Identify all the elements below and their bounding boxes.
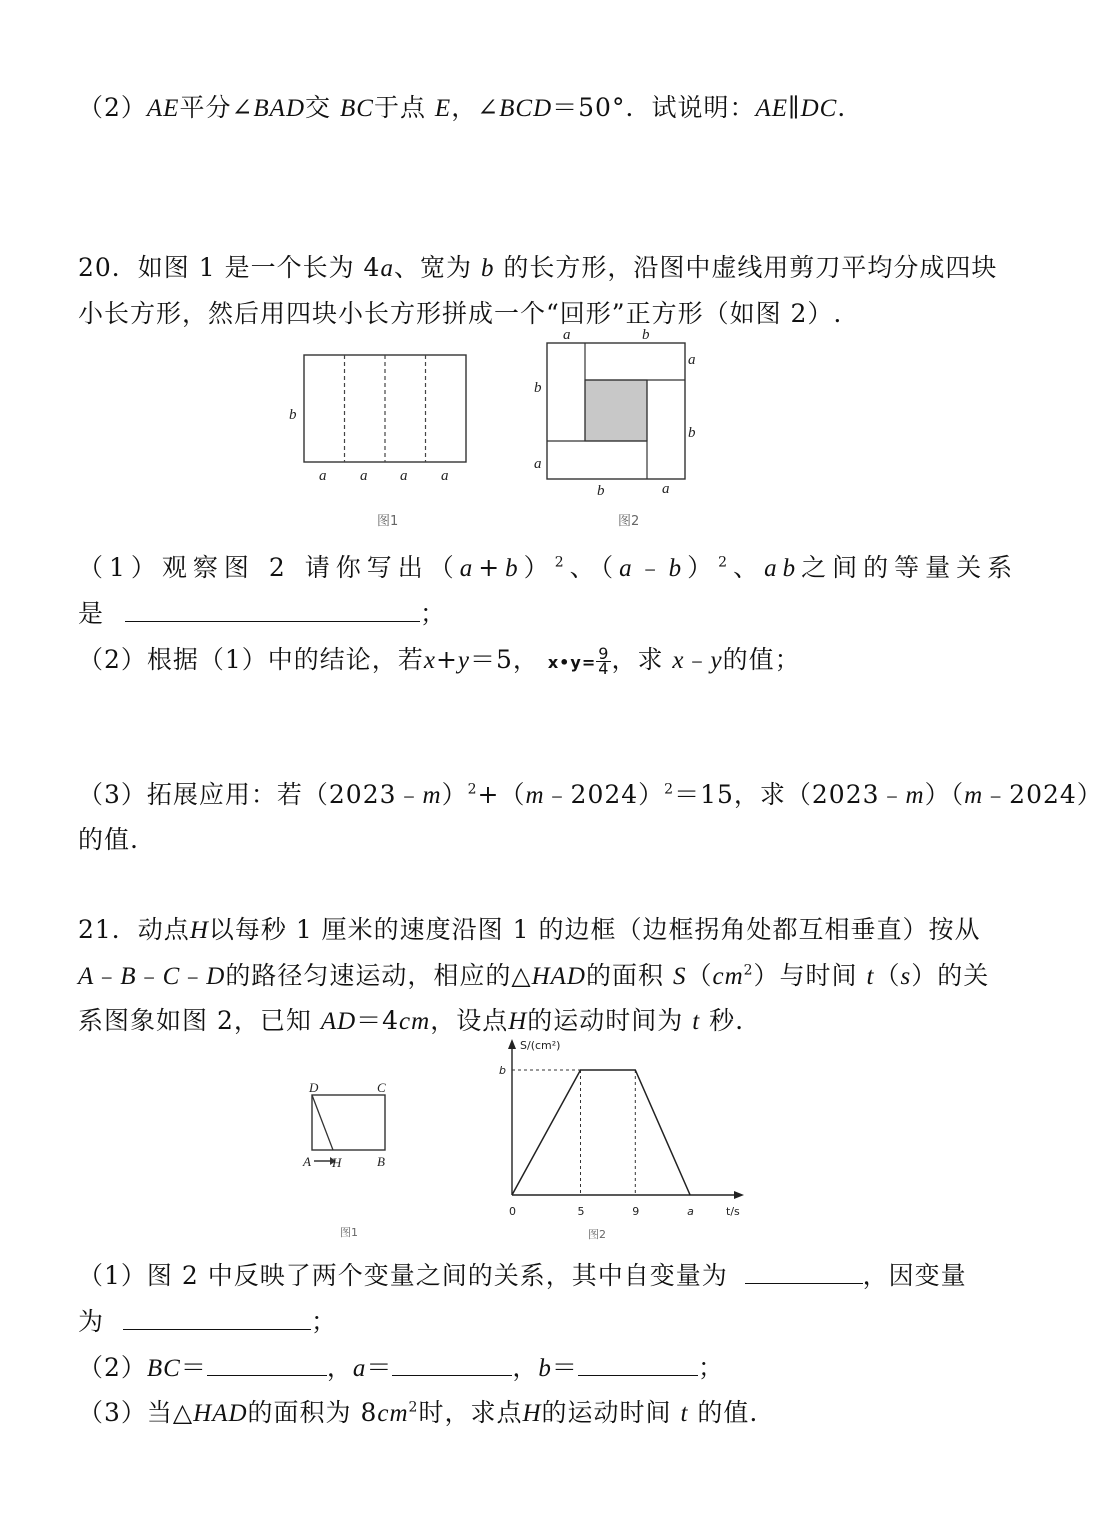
q21-label-D: D: [309, 1080, 319, 1095]
q21-fig2-caption: 图2: [588, 1228, 606, 1241]
q20-part3-line2: 的值.: [78, 825, 139, 854]
fig2-top-label: a: [563, 327, 571, 343]
answer-blank-a[interactable]: [392, 1353, 512, 1376]
q21-stem-line2: A﹣B﹣C﹣D的路径匀速运动，相应的△HAD的面积 $S(cm^2)$与时间 t（s）的关: [78, 961, 990, 990]
fig1-bottom-label: a: [360, 468, 368, 484]
q20-part2: （2）根据（1）中的结论，若x+y＝5， x•y= $\frac{9}{4}$ ，求 x﹣y的值；: [78, 644, 801, 678]
fig1-caption: 图1: [377, 514, 399, 529]
series-line-S: [512, 1070, 690, 1195]
q20-part1-line1: （1）观察图 2 请你写出$(a+b)^2$、（a﹣b）$^2$、ab之间的等量关系: [78, 553, 1019, 582]
answer-blank-q21-dependent-var[interactable]: [123, 1307, 311, 1330]
fig2-caption: 图2: [618, 514, 640, 529]
q21-part2: （2）BC＝ ，a＝ ，b＝ ；: [78, 1353, 724, 1382]
fraction: $\frac{9}{4}$: [598, 644, 610, 678]
answer-blank-BC[interactable]: [207, 1353, 327, 1376]
answer-blank-q20-1[interactable]: [125, 599, 420, 622]
x-axis-label: t/s: [726, 1205, 740, 1218]
q20-figure-2: [525, 325, 710, 535]
fig2-bottom-label: a: [662, 481, 670, 497]
answer-blank-q21-independent-var[interactable]: [745, 1261, 863, 1284]
fig2-right-label: b: [688, 425, 696, 441]
answer-blank-b[interactable]: [578, 1353, 698, 1376]
fig1-bottom-label: a: [319, 468, 327, 484]
q21-figure-2-graph: [490, 1035, 765, 1250]
fig2-right-label: a: [688, 352, 696, 368]
fig2-bottom-label: b: [597, 483, 605, 499]
q21-stem-line1: 21．动点H以每秒 1 厘米的速度沿图 1 的边框（边框拐角处都互相垂直）按从: [78, 915, 981, 944]
q21-label-H: H: [332, 1155, 342, 1170]
q21-part1-line2: 为 ；: [78, 1307, 337, 1336]
fig1-bottom-label: a: [400, 468, 408, 484]
fig2-center-square: [585, 380, 647, 441]
fig1-bottom-label: a: [441, 468, 449, 484]
q20-figure-1: [280, 345, 480, 535]
q21-part1-line1: （1）图 2 中反映了两个变量之间的关系，其中自变量为 ，因变量: [78, 1261, 967, 1290]
q21-part3: （3）当△HAD的面积为 $8cm^2$时，求点H的运动时间 t 的值.: [78, 1398, 759, 1427]
q21-label-A: A: [303, 1154, 311, 1169]
fig2-top-label: b: [642, 327, 650, 343]
y-axis-arrow: [508, 1039, 516, 1049]
fig2-left-label: a: [534, 456, 542, 472]
q21-figure-1: [295, 1075, 405, 1245]
x-tick-label: 5: [577, 1205, 585, 1218]
q21-label-B: B: [377, 1154, 385, 1169]
x-tick-label: 9: [632, 1205, 640, 1218]
fig2-left-label: b: [534, 380, 542, 396]
x-axis-arrow: [734, 1191, 744, 1199]
q21-stem-line3: 系图象如图 2，已知 AD＝4cm，设点H的运动时间为 t 秒.: [78, 1006, 745, 1035]
q21-fig1-caption: 图1: [340, 1226, 358, 1239]
q20-stem-line1: 20．如图 1 是一个长为 4a、宽为 b 的长方形，沿图中虚线用剪刀平均分成四块: [78, 253, 998, 282]
q20-part1-line2: 是 ；: [78, 599, 446, 628]
x-tick-label: 0: [509, 1205, 516, 1218]
q20-stem-line2: 小长方形，然后用四块小长方形拼成一个“回形”正方形（如图 2）.: [78, 299, 843, 328]
y-axis-label: S/(cm²): [520, 1039, 561, 1052]
y-tick-label: b: [499, 1064, 506, 1077]
q20-part3-line1: （3）拓展应用：若（2023﹣m）$^2$+（m﹣2024）$^2$＝15，求（2023﹣m）（m﹣2024）: [78, 780, 1103, 809]
q21-fig1-segment-DH: [312, 1095, 333, 1150]
q19-part2: （2）AE平分∠BAD交 BC于点 E，∠BCD＝50°．试说明：AE∥DC.: [78, 93, 847, 122]
fig1-side-label: b: [289, 407, 297, 423]
x-tick-label: a: [687, 1205, 694, 1218]
q21-label-C: C: [377, 1080, 386, 1095]
